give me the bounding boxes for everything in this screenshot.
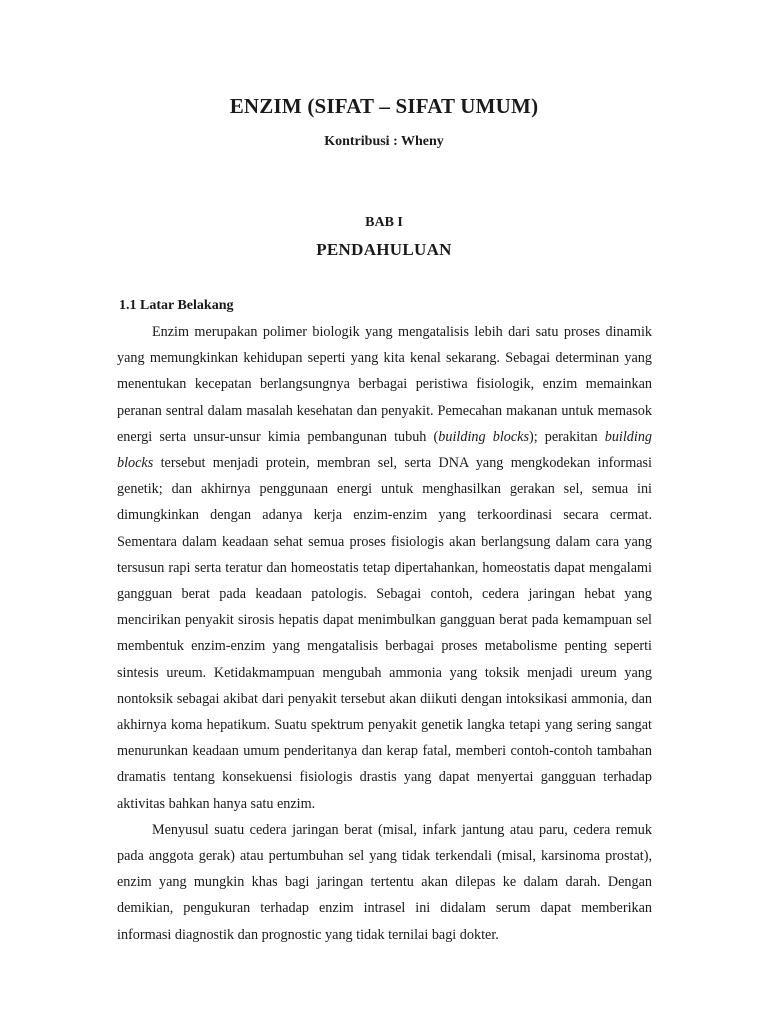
paragraph-1-segment-2: ); perakitan <box>528 428 605 445</box>
section-heading: 1.1 Latar Belakang <box>119 298 234 313</box>
italic-term-building-blocks: building blocks <box>438 428 529 445</box>
chapter-title: PENDAHULUAN <box>316 240 452 259</box>
contributor-line: Kontribusi : Wheny <box>324 134 444 149</box>
document-title: ENZIM (SIFAT – SIFAT UMUM) <box>229 94 539 118</box>
paragraph-1-segment-1: Enzim merupakan polimer biologik yang mengatalisis lebih dari satu proses dinamik yang memungkinkan kehidupan seperti yang kita kenal sekarang. Sebagai determinan yang menentukan kecepatan berlangsungnya berbagai peristiwa fisiologik, enzim memainkan peranan sentral dalam masalah kesehatan dan penyakit. Pemecahan makanan untuk memasok energi serta unsur-unsur kimia pembangunan tubuh ( <box>117 324 652 445</box>
chapter-number: BAB I <box>365 215 403 230</box>
paragraph-1 <box>117 319 652 817</box>
paragraph-2: Menyusul suatu cedera jaringan berat (misal, infark jantung atau paru, cedera remuk pada anggota gerak) atau pertumbuhan sel yang tidak terkendali (misal, karsinoma prostat), enzim yang mungkin khas bagi jaringan tertentu akan dilepas ke dalam darah. Dengan demikian, pengukuran terhadap enzim intrasel ini didalam serum dapat memberikan informasi diagnostik dan prognostic yang tidak ternilai bagi dokter. <box>117 821 652 943</box>
body-text <box>117 319 652 948</box>
paragraph-1-segment-3: tersebut menjadi protein, membran sel, serta DNA yang mengkodekan informasi genetik; dan akhirnya penggunaan energi untuk menghasilkan gerakan sel, semua ini dimungkinkan dengan adanya kerja enzim-enzim yang terkoordinasi secara cermat. Sementara dalam keadaan sehat semua proses fisiologis akan berlangsung dalam cara yang tersusun rapi serta teratur dan homeostatis tetap dipertahankan, homeostatis dapat mengalami gangguan berat pada keadaan patologis. Sebagai contoh, cedera jaringan hebat yang mencirikan penyakit sirosis hepatis dapat menimbulkan gangguan berat pada kemampuan sel membentuk enzim-enzim yang mengatalisis berbagai proses metabolisme penting seperti sintesis ureum. Ketidakmampuan mengubah ammonia yang toksik menjadi ureum yang nontoksik sebagai akibat dari penyakit tersebut akan diikuti dengan intoksikasi ammonia, dan akhirnya koma hepatikum. Suatu spektrum penyakit genetik langka tetapi yang sering sangat menurunkan keadaan umum penderitanya dan kerap fatal, memberi contoh-contoh tambahan dramatis tentang konsekuensi fisiologis drastis yang dapat menyertai gangguan terhadap aktivitas bahkan hanya satu enzim. <box>117 455 652 812</box>
italic-term-building-blocks-2: building blocks <box>117 428 653 472</box>
